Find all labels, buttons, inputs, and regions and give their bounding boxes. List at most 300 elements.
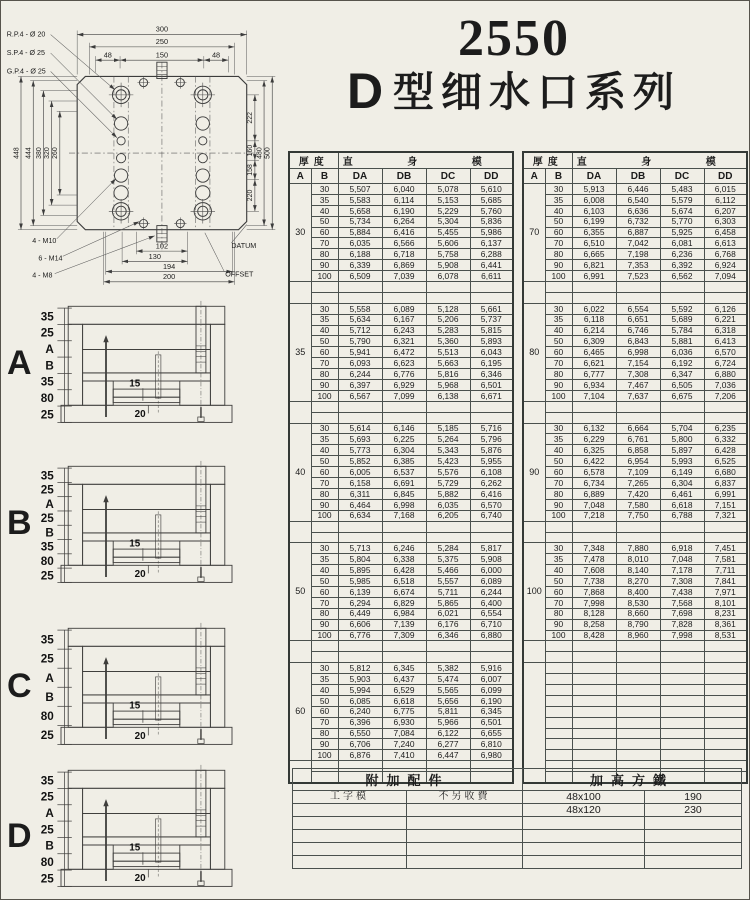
b-thickness-cell: 40 (311, 325, 338, 336)
mold-size-cell: 5,796 (470, 434, 513, 445)
diagram-inner-label: 20 (134, 873, 146, 884)
b-thickness-cell: 40 (545, 325, 572, 336)
diagram-inner-label: 15 (129, 842, 141, 854)
straight-mold-header: 直 身 模 (338, 152, 513, 169)
mold-size-cell: 7,099 (382, 390, 426, 401)
mold-size-cell (382, 282, 426, 293)
mold-size-cell (382, 412, 426, 423)
mold-size-cell: 5,483 (660, 184, 704, 195)
mold-size-cell (572, 674, 616, 685)
mold-size-cell: 6,118 (572, 314, 616, 325)
diagram-letter-a: A (7, 344, 32, 382)
diagram-dim-label: 80 (40, 855, 54, 869)
mold-size-cell: 6,618 (382, 695, 426, 706)
mold-size-cell: 6,397 (338, 380, 382, 391)
mold-size-cell (660, 717, 704, 728)
mold-size-cell: 5,592 (660, 303, 704, 314)
mold-size-cell (572, 412, 616, 423)
accessory-cell: 工字模 (293, 791, 407, 804)
col-dc-header: DC (426, 169, 470, 184)
b-thickness-cell: 90 (311, 380, 338, 391)
mold-size-cell (616, 292, 660, 303)
mold-size-cell: 5,153 (426, 194, 470, 205)
mold-size-cell (572, 401, 616, 412)
mold-size-cell: 6,007 (470, 674, 513, 685)
mold-size-cell (470, 641, 513, 652)
mold-size-cell (470, 292, 513, 303)
b-thickness-cell: 70 (311, 358, 338, 369)
mold-size-cell: 6,167 (382, 314, 426, 325)
mold-size-cell: 8,400 (616, 586, 660, 597)
mold-size-cell (704, 728, 747, 739)
mold-size-cell: 6,355 (572, 227, 616, 238)
mold-size-cell: 6,998 (616, 347, 660, 358)
mold-size-cell: 6,103 (572, 205, 616, 216)
diagram-letter-b: B (7, 504, 32, 542)
mold-size-cell: 6,954 (616, 456, 660, 467)
mold-size-cell (382, 521, 426, 532)
mold-size-cell: 5,610 (470, 184, 513, 195)
mold-size-cell: 6,022 (572, 303, 616, 314)
mold-size-cell (470, 521, 513, 532)
mold-size-cell: 8,660 (616, 608, 660, 619)
mold-size-cell: 5,229 (426, 205, 470, 216)
mold-size-cell: 6,570 (704, 347, 747, 358)
diagram-inner-label: 15 (129, 538, 141, 550)
mold-size-cell (616, 695, 660, 706)
diagram-dim-label: B (45, 359, 54, 373)
mold-size-cell: 6,746 (616, 325, 660, 336)
mold-size-cell: 5,815 (470, 325, 513, 336)
mold-size-cell (660, 641, 704, 652)
mold-size-cell: 5,729 (426, 478, 470, 489)
b-thickness-cell: 35 (311, 314, 338, 325)
mold-size-cell: 6,158 (338, 478, 382, 489)
b-thickness-cell: 100 (311, 510, 338, 521)
mold-size-cell: 5,382 (426, 663, 470, 674)
mold-size-cell: 6,325 (572, 445, 616, 456)
mold-size-cell: 5,661 (470, 303, 513, 314)
a-thickness-cell (289, 641, 311, 663)
diagram-letter-d: D (7, 817, 32, 855)
mold-size-cell: 5,852 (338, 456, 382, 467)
mold-size-cell (572, 750, 616, 761)
mold-size-cell: 6,089 (470, 576, 513, 587)
mold-size-cell: 6,464 (338, 499, 382, 510)
b-thickness-cell: 40 (545, 205, 572, 216)
b-thickness-cell: 40 (545, 565, 572, 576)
mold-size-cell: 6,149 (660, 467, 704, 478)
mold-size-cell (704, 521, 747, 532)
a-thickness-cell: 70 (523, 184, 545, 282)
mold-size-cell: 6,264 (382, 216, 426, 227)
mold-size-cell (660, 674, 704, 685)
mold-size-cell: 6,122 (426, 728, 470, 739)
diagram-dim-label: 80 (40, 555, 54, 569)
mold-size-cell (572, 652, 616, 663)
mold-size-cell (704, 532, 747, 543)
mold-size-cell: 7,637 (616, 390, 660, 401)
mold-size-cell (572, 717, 616, 728)
mold-size-cell (660, 401, 704, 412)
b-thickness-cell: 80 (545, 249, 572, 260)
mold-size-cell: 6,043 (470, 347, 513, 358)
mold-size-cell: 5,908 (470, 554, 513, 565)
mold-size-cell (470, 412, 513, 423)
mold-size-cell: 5,908 (426, 260, 470, 271)
mold-size-cell: 5,507 (338, 184, 382, 195)
datum-label: DATUM (231, 242, 257, 251)
mold-size-cell: 5,817 (470, 543, 513, 554)
mold-size-cell (338, 652, 382, 663)
mold-size-cell: 6,311 (338, 488, 382, 499)
col-db-header: DB (616, 169, 660, 184)
mold-size-cell: 6,918 (660, 543, 704, 554)
mold-size-cell (616, 532, 660, 543)
mold-size-cell (426, 641, 470, 652)
col-b-header: B (311, 169, 338, 184)
diagram-dim-label: B (45, 526, 54, 540)
mold-size-cell (382, 641, 426, 652)
diagram-dim-label: 80 (40, 391, 54, 405)
mold-size-cell (616, 717, 660, 728)
b-thickness-cell: 35 (545, 434, 572, 445)
dim-label: 448 (13, 147, 21, 159)
b-thickness-cell: 60 (545, 227, 572, 238)
mold-size-cell (426, 401, 470, 412)
accessory-cell (645, 843, 742, 856)
mold-size-cell: 6,093 (338, 358, 382, 369)
thickness-header: 厚度 (523, 152, 572, 169)
mold-size-cell (704, 401, 747, 412)
mold-size-cell: 8,101 (704, 597, 747, 608)
col-b-header: B (545, 169, 572, 184)
mold-size-cell (382, 401, 426, 412)
mold-size-cell: 6,428 (704, 445, 747, 456)
mold-size-cell: 5,790 (338, 336, 382, 347)
mold-size-cell: 6,664 (616, 423, 660, 434)
b-thickness-cell: 100 (311, 630, 338, 641)
mold-size-cell: 8,258 (572, 619, 616, 630)
diagram-dim-label: 25 (40, 823, 54, 837)
mold-size-cell: 6,346 (426, 630, 470, 641)
b-thickness-cell: 80 (545, 369, 572, 380)
dim-label: 200 (162, 272, 176, 282)
mold-size-cell: 6,138 (426, 390, 470, 401)
b-thickness-cell (545, 663, 572, 674)
mold-size-cell (616, 674, 660, 685)
b-thickness-cell (545, 521, 572, 532)
mold-size-cell: 6,199 (572, 216, 616, 227)
b-thickness-cell: 60 (545, 586, 572, 597)
mold-size-cell: 7,420 (616, 488, 660, 499)
diagram-dim-label: 35 (40, 540, 54, 554)
mold-size-cell (704, 412, 747, 423)
mold-size-cell: 6,015 (704, 184, 747, 195)
diagram-dim-label: A (45, 497, 54, 511)
mold-size-cell: 6,634 (338, 510, 382, 521)
mold-size-cell: 6,277 (426, 739, 470, 750)
mold-size-cell (704, 652, 747, 663)
accessory-cell (407, 804, 523, 817)
mold-size-cell (660, 706, 704, 717)
mold-size-cell: 6,400 (470, 597, 513, 608)
m14-callout: 6 - M14 (38, 254, 63, 263)
mold-size-cell: 5,716 (470, 423, 513, 434)
mold-size-cell: 5,614 (338, 423, 382, 434)
dim-label: 260 (52, 147, 60, 159)
mold-size-cell: 5,711 (426, 586, 470, 597)
mold-size-cell: 6,788 (660, 510, 704, 521)
mold-size-cell: 6,675 (660, 390, 704, 401)
mold-size-cell: 6,732 (616, 216, 660, 227)
mold-size-cell: 6,621 (572, 358, 616, 369)
mold-size-cell: 6,176 (426, 619, 470, 630)
mold-size-cell: 7,321 (704, 510, 747, 521)
mold-size-cell: 5,284 (426, 543, 470, 554)
a-thickness-cell: 60 (289, 663, 311, 761)
diagram-dim-label: 35 (40, 774, 54, 788)
mold-size-cell: 6,998 (382, 499, 426, 510)
a-thickness-cell (523, 521, 545, 543)
b-thickness-cell (545, 401, 572, 412)
mold-size-cell (616, 412, 660, 423)
b-thickness-cell: 30 (545, 303, 572, 314)
b-thickness-cell: 30 (311, 663, 338, 674)
mold-size-cell: 6,554 (470, 608, 513, 619)
mold-size-cell: 6,724 (704, 358, 747, 369)
mold-size-cell: 7,178 (660, 565, 704, 576)
mold-size-cell (704, 674, 747, 685)
mold-size-cell: 6,674 (382, 586, 426, 597)
mold-size-cell: 6,035 (338, 238, 382, 249)
mold-size-cell: 5,264 (426, 434, 470, 445)
mold-size-cell: 5,474 (426, 674, 470, 685)
mold-size-cell: 5,558 (338, 303, 382, 314)
diagram-inner-label: 20 (134, 731, 146, 742)
accessory-cell: 190 (645, 791, 742, 804)
mold-size-cell (426, 412, 470, 423)
mold-size-cell (704, 684, 747, 695)
mold-size-cell: 7,998 (572, 597, 616, 608)
mold-size-cell: 5,985 (338, 576, 382, 587)
extra-accessories-header: 附加配件 (293, 769, 523, 791)
mold-size-cell: 5,674 (660, 205, 704, 216)
mold-size-cell: 7,308 (660, 576, 704, 587)
diagram-dim-label: 35 (40, 469, 54, 483)
mold-size-cell (660, 739, 704, 750)
mold-size-cell: 6,207 (704, 205, 747, 216)
b-thickness-cell: 35 (311, 434, 338, 445)
b-thickness-cell (311, 412, 338, 423)
mold-size-cell: 6,416 (470, 488, 513, 499)
b-thickness-cell: 30 (545, 423, 572, 434)
mold-section-diagram-d (25, 763, 241, 900)
b-thickness-cell (545, 532, 572, 543)
mold-size-cell: 7,039 (382, 271, 426, 282)
accessory-cell: 48x100 (523, 791, 645, 804)
mold-size-cell: 5,881 (660, 336, 704, 347)
mold-size-cell: 6,447 (426, 750, 470, 761)
mold-size-cell: 5,606 (426, 238, 470, 249)
mold-size-cell (572, 706, 616, 717)
mold-size-cell: 7,042 (616, 238, 660, 249)
b-thickness-cell: 100 (311, 390, 338, 401)
b-thickness-cell: 30 (311, 543, 338, 554)
mold-size-cell: 6,416 (382, 227, 426, 238)
mold-size-cell: 5,966 (426, 717, 470, 728)
mold-size-cell (426, 292, 470, 303)
b-thickness-cell: 80 (311, 488, 338, 499)
mold-size-cell: 6,501 (470, 717, 513, 728)
mold-size-cell: 7,828 (660, 619, 704, 630)
mold-size-cell: 6,509 (338, 271, 382, 282)
mold-size-cell: 6,339 (338, 260, 382, 271)
mold-size-cell: 5,812 (338, 663, 382, 674)
a-thickness-cell (289, 521, 311, 543)
b-thickness-cell (311, 652, 338, 663)
a-thickness-cell (289, 401, 311, 423)
mold-size-cell: 5,968 (426, 380, 470, 391)
b-thickness-cell: 30 (311, 184, 338, 195)
mold-size-cell: 6,040 (382, 184, 426, 195)
mold-size-cell: 7,094 (704, 271, 747, 282)
mold-size-cell: 5,185 (426, 423, 470, 434)
b-thickness-cell (545, 695, 572, 706)
mold-size-cell: 5,882 (426, 488, 470, 499)
mold-size-cell (660, 412, 704, 423)
b-thickness-cell: 35 (311, 674, 338, 685)
mold-section-diagram-b (25, 459, 241, 596)
mold-size-cell: 6,843 (616, 336, 660, 347)
mold-size-cell (704, 695, 747, 706)
b-thickness-cell: 70 (545, 597, 572, 608)
mold-size-cell: 5,712 (338, 325, 382, 336)
mold-size-cell (704, 292, 747, 303)
a-thickness-cell: 80 (523, 303, 545, 401)
mold-size-cell: 6,146 (382, 423, 426, 434)
mold-size-cell (660, 663, 704, 674)
mold-section-svg (25, 621, 241, 758)
diagram-dim-label: A (45, 342, 54, 356)
dim-label: 500 (264, 147, 272, 159)
mold-size-cell: 7,478 (572, 554, 616, 565)
mold-size-cell (470, 282, 513, 293)
mold-size-cell (338, 401, 382, 412)
mold-size-cell: 6,924 (704, 260, 747, 271)
dim-label: 130 (148, 251, 161, 261)
b-thickness-cell: 50 (311, 456, 338, 467)
diagram-letter-c: C (7, 667, 32, 705)
a-thickness-cell (289, 282, 311, 304)
accessory-cell (523, 830, 645, 843)
mold-size-cell (660, 695, 704, 706)
mold-size-cell (616, 663, 660, 674)
mold-size-cell: 5,375 (426, 554, 470, 565)
mold-size-cell: 5,893 (470, 336, 513, 347)
b-thickness-cell (311, 532, 338, 543)
mold-size-cell: 6,190 (382, 205, 426, 216)
dim-label: 220 (246, 189, 254, 202)
mold-section-svg (25, 299, 241, 436)
mold-size-cell: 6,221 (704, 314, 747, 325)
mold-size-cell: 6,205 (426, 510, 470, 521)
mold-size-cell (660, 532, 704, 543)
mold-size-cell: 6,665 (572, 249, 616, 260)
mold-size-cell: 6,392 (660, 260, 704, 271)
mold-size-cell (338, 412, 382, 423)
mold-size-cell: 6,740 (470, 510, 513, 521)
mold-size-cell: 5,360 (426, 336, 470, 347)
mold-size-cell: 5,811 (426, 706, 470, 717)
mold-size-cell: 6,396 (338, 717, 382, 728)
mold-size-cell: 5,895 (338, 565, 382, 576)
b-thickness-cell (545, 282, 572, 293)
guide-pin-callout: G.P.4 - Ø 25 (6, 67, 46, 76)
a-thickness-cell: 100 (523, 543, 545, 641)
mold-size-cell (660, 750, 704, 761)
mold-size-cell: 6,446 (616, 184, 660, 195)
diagram-dim-label: 25 (40, 512, 54, 526)
diagram-inner-label: 20 (134, 569, 146, 580)
mold-size-cell: 8,231 (704, 608, 747, 619)
accessory-cell (645, 817, 742, 830)
mold-size-cell: 7,568 (660, 597, 704, 608)
mold-size-cell: 6,244 (470, 586, 513, 597)
mold-size-cell: 6,829 (382, 597, 426, 608)
a-thickness-cell: 50 (289, 543, 311, 641)
diagram-inner-label: 15 (129, 378, 141, 390)
riser-block-header: 加高方鐵 (523, 769, 742, 791)
mold-size-cell: 6,991 (572, 271, 616, 282)
b-thickness-cell: 50 (545, 576, 572, 587)
a-thickness-cell (523, 282, 545, 304)
mold-size-cell (572, 663, 616, 674)
dim-label: 158 (246, 164, 254, 176)
m8-callout: 4 - M8 (32, 271, 53, 280)
mold-size-cell: 5,986 (470, 227, 513, 238)
mold-size-cell: 6,345 (470, 706, 513, 717)
mold-size-cell: 6,636 (616, 205, 660, 216)
b-thickness-cell: 30 (311, 423, 338, 434)
diagram-inner-label: 15 (129, 700, 141, 712)
diagram-dim-label: B (45, 839, 54, 853)
mold-size-cell (470, 401, 513, 412)
return-pin-callout: R.P.4 - Ø 20 (6, 30, 46, 39)
b-thickness-cell: 60 (311, 227, 338, 238)
mold-size-cell: 7,841 (704, 576, 747, 587)
mold-size-cell: 7,104 (572, 390, 616, 401)
mold-size-cell: 5,876 (470, 445, 513, 456)
mold-size-cell: 5,078 (426, 184, 470, 195)
mold-size-cell (616, 684, 660, 695)
mold-size-cell: 6,562 (660, 271, 704, 282)
diagram-dim-label: 35 (40, 633, 54, 647)
mold-size-cell: 5,689 (660, 314, 704, 325)
b-thickness-cell: 35 (545, 194, 572, 205)
mold-size-cell: 7,348 (572, 543, 616, 554)
mold-size-cell: 6,776 (338, 630, 382, 641)
mold-size-cell: 7,109 (616, 467, 660, 478)
mold-size-cell: 6,008 (572, 194, 616, 205)
mold-size-cell: 5,663 (426, 358, 470, 369)
mold-size-cell: 7,868 (572, 586, 616, 597)
mold-size-cell: 5,513 (426, 347, 470, 358)
mold-size-cell (660, 521, 704, 532)
mold-size-cell: 5,804 (338, 554, 382, 565)
mold-size-cell (616, 750, 660, 761)
mold-size-cell (616, 401, 660, 412)
